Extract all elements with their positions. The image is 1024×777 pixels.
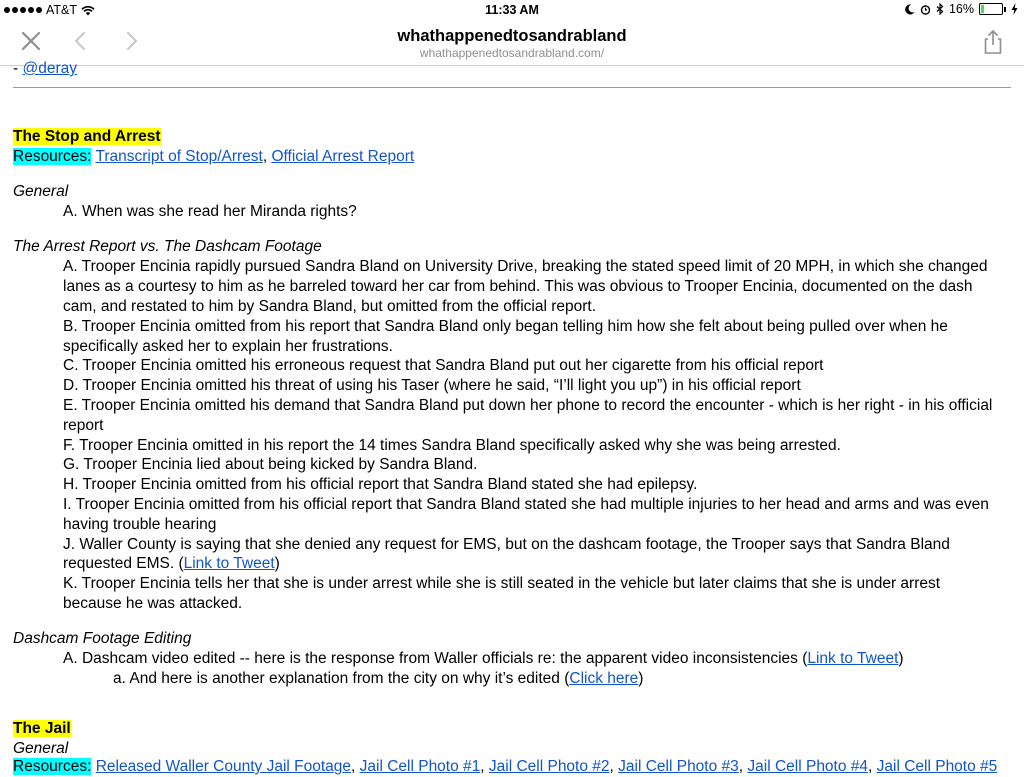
jail-photo-1-link[interactable]: Jail Cell Photo #1 — [359, 758, 481, 775]
item-line: G. Trooper Encinia lied about being kicked by Sandra Bland. — [63, 456, 478, 473]
status-time: 11:33 AM — [485, 3, 539, 17]
jail-photo-3-link[interactable]: Jail Cell Photo #3 — [618, 758, 739, 775]
stop-heading: The Stop and Arrest — [13, 128, 161, 145]
arrest-vs-dashcam-heading: The Arrest Report vs. The Dashcam Footage — [13, 238, 322, 255]
item-line: A. Trooper Encinia rapidly pursued Sandra Bland on University Drive, breaking the stated speed limit of 20 MPH, in which she changed — [63, 258, 988, 275]
item-line-j2 — [63, 554, 280, 574]
item-line: because he was attacked. — [63, 595, 243, 612]
bluetooth-icon — [936, 3, 944, 15]
battery-icon — [979, 3, 1003, 15]
transcript-link[interactable]: Transcript of Stop/Arrest — [95, 148, 263, 165]
link-to-tweet-dashcam[interactable]: Link to Tweet — [807, 650, 899, 667]
jail-photo-5-link[interactable]: Jail Cell Photo #5 — [876, 758, 998, 775]
status-bar — [0, 0, 1024, 22]
item-line: lanes as a courtesy to him as he barreled toward her car from behind. This was obvious to Trooper Encinia, documented on the dash — [63, 278, 973, 295]
sep-text: , — [480, 758, 489, 775]
sep-text: , — [738, 758, 748, 775]
item-line: having trouble hearing — [63, 516, 217, 533]
jail-resources-label: Resources: — [13, 758, 92, 775]
moon-icon — [905, 4, 915, 15]
dashcam-aa-suffix: ) — [638, 670, 644, 687]
status-right — [905, 2, 1018, 16]
item-line: cam, and restated to him by Sandra Bland, but omitted from the official report. — [63, 298, 597, 315]
link-to-tweet-ems[interactable]: Link to Tweet — [183, 555, 275, 572]
share-icon — [978, 28, 1008, 56]
item-line: report — [63, 417, 104, 434]
item-line: C. Trooper Encinia omitted his erroneous request that Sandra Bland put out her cigarette from his official report — [63, 357, 824, 374]
jail-resources-line — [13, 757, 997, 777]
browser-nav-bar — [0, 22, 1024, 66]
deray-link[interactable]: @deray — [22, 60, 77, 77]
divider — [13, 87, 1011, 88]
item-line: F. Trooper Encinia omitted in his report the 14 times Sandra Bland specifically asked why she was being arrested. — [63, 437, 841, 454]
battery-tip — [1004, 7, 1006, 12]
page-url[interactable]: whathappenedtosandrabland.com/ — [419, 46, 605, 60]
general-heading: General — [13, 183, 69, 200]
item-line: E. Trooper Encinia omitted his demand that Sandra Bland put down her phone to record the encounter - which is her right - in his official — [63, 397, 993, 414]
jail-heading-line — [13, 719, 71, 739]
general-item-a: A. When was she read her Miranda rights? — [63, 203, 357, 220]
item-line: I. Trooper Encinia omitted from his official report that Sandra Bland stated she had multiple injuries to her head and arms and was even — [63, 496, 989, 513]
dashcam-heading: Dashcam Footage Editing — [13, 630, 192, 647]
jail-heading: The Jail — [13, 720, 71, 737]
charging-bolt-icon — [1011, 3, 1018, 15]
page-title: whathappenedtosandrabland — [397, 27, 627, 45]
stop-resources-line — [13, 147, 414, 167]
share-button[interactable] — [978, 28, 1008, 56]
dashcam-item-a — [63, 649, 904, 669]
item-line: J. Waller County is saying that she denied any request for EMS, but on the dashcam footage, the Trooper says that Sandra Bland — [63, 536, 950, 553]
resources-label: Resources: — [13, 148, 92, 165]
sep-text: , — [609, 758, 619, 775]
alarm-icon — [920, 4, 931, 15]
click-here-link[interactable]: Click here — [569, 670, 639, 687]
item-line: K. Trooper Encinia tells her that she is under arrest while she is still seated in the vehicle but later claims that she is under arrest — [63, 575, 941, 592]
arrest-report-link[interactable]: Official Arrest Report — [271, 148, 415, 165]
dashcam-a-suffix: ) — [898, 650, 904, 667]
carrier-label: AT&T — [46, 3, 78, 17]
item-line: B. Trooper Encinia omitted from his report that Sandra Bland only began telling him how she felt about being pulled over when he — [63, 318, 948, 335]
jail-photo-4-link[interactable]: Jail Cell Photo #4 — [747, 758, 869, 775]
item-line: specifically asked her to explain her frustrations. — [63, 338, 393, 355]
battery-percent: 16% — [948, 2, 974, 16]
deray-line — [13, 59, 77, 79]
j2-prefix: requested EMS. ( — [63, 555, 184, 572]
comma-text: , — [262, 148, 272, 165]
dashcam-item-aa — [113, 669, 643, 689]
j2-suffix: ) — [274, 555, 280, 572]
jail-footage-link[interactable]: Released Waller County Jail Footage — [95, 758, 352, 775]
sep-text: , — [351, 758, 360, 775]
item-line: H. Trooper Encinia omitted from his official report that Sandra Bland stated she had epilepsy. — [63, 476, 698, 493]
jail-photo-2-link[interactable]: Jail Cell Photo #2 — [488, 758, 610, 775]
sep-text: , — [868, 758, 877, 775]
dashcam-a-prefix: A. Dashcam video edited -- here is the response from Waller officials re: the apparent video inconsistencies ( — [63, 650, 808, 667]
dashcam-aa-prefix: a. And here is another explanation from the city on why it’s edited ( — [113, 670, 570, 687]
dash-text: - — [13, 60, 23, 77]
item-line: D. Trooper Encinia omitted his threat of using his Taser (where he said, “I’ll light you up”) in his official report — [63, 377, 801, 394]
stop-heading-line — [13, 127, 161, 147]
jail-general-heading: General — [13, 740, 69, 757]
